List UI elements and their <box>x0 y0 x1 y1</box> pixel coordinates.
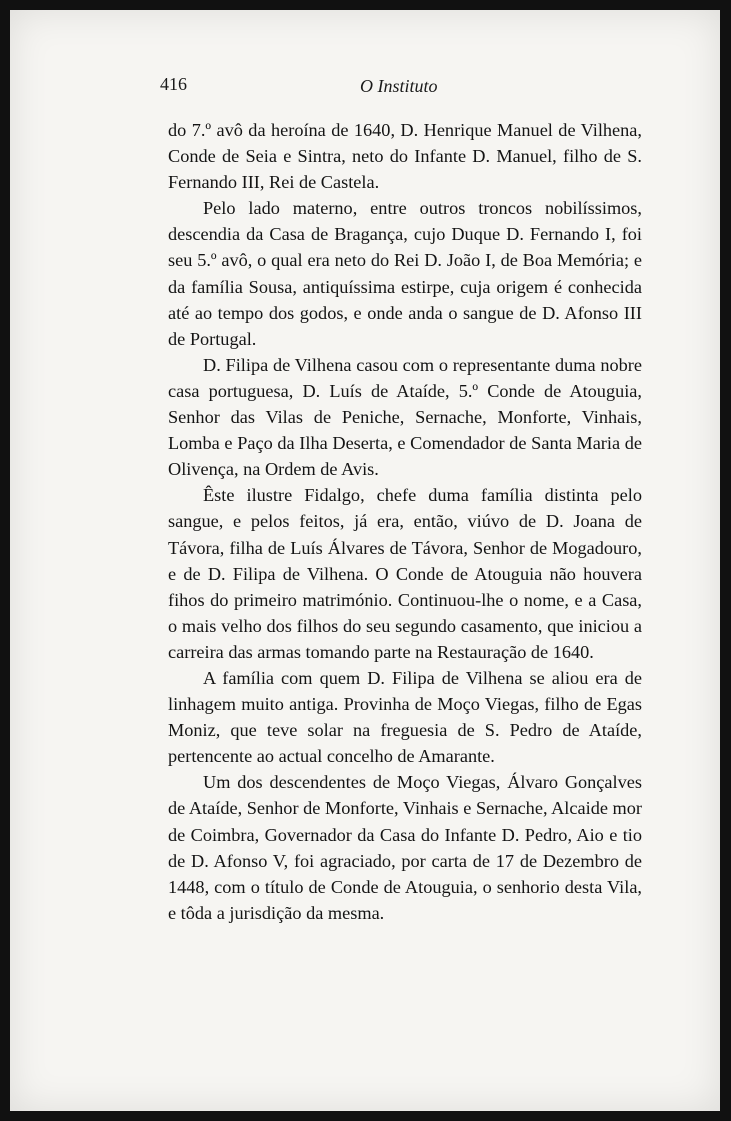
page-number: 416 <box>160 74 187 94</box>
running-head <box>160 74 642 104</box>
paragraph: Êste ilustre Fidalgo, chefe duma família distinta pelo sangue, e pelos feitos, já era, então, viúvo de D. Joana de Távora, filha de Luís Álvares de Távora, Senhor de Mogadouro, e de D. Filipa de Vilhena. O Conde de Atouguia não houvera fihos do primeiro matrimónio. Continuou-lhe o nome, e a Casa, o mais velho dos filhos do seu segundo casamento, que iniciou a carreira das armas tomando parte na Restauração de 1640. <box>168 485 642 662</box>
paragraph: D. Filipa de Vilhena casou com o representante duma nobre casa portuguesa, D. Luís de Ataíde, 5.º Conde de Atouguia, Senhor das Vilas de Peniche, Sernache, Monforte, Vinhais, Lomba e Paço da Ilha Deserta, e Comendador de Santa Maria de Olivença, na Ordem de Avis. <box>168 354 642 480</box>
paragraph: Pelo lado materno, entre outros troncos nobilíssimos, descendia da Casa de Bragança, cujo Duque D. Fernando I, foi seu 5.º avô, o qual era neto do Rei D. João I, de Boa Memória; e da família Sousa, antiquíssima estirpe, cuja origem é conhecida até ao tempo dos godos, e onde anda o sangue de D. Afonso III de Portugal. <box>168 198 642 349</box>
running-title: O Instituto <box>360 76 438 96</box>
paragraph: Um dos descendentes de Moço Viegas, Álvaro Gonçalves de Ataíde, Senhor de Monforte, Vinhais e Sernache, Alcaide mor de Coimbra, Governador da Casa do Infante D. Pedro, Aio e tio de D. Afonso V, foi agraciado, por carta de 17 de Dezembro de 1448, com o título de Conde de Atouguia, o senhorio desta Vila, e tôda a jurisdição da mesma. <box>168 772 642 923</box>
paragraph: A família com quem D. Filipa de Vilhena se aliou era de linhagem muito antiga. Provinha de Moço Viegas, filho de Egas Moniz, que teve solar na freguesia de S. Pedro de Ataíde, pertencente ao actual concelho de Amarante. <box>168 667 642 767</box>
body-text <box>168 117 642 926</box>
paragraph: do 7.º avô da heroína de 1640, D. Henrique Manuel de Vilhena, Conde de Seia e Sintra, neto do Infante D. Manuel, filho de S. Fernando III, Rei de Castela. <box>168 120 642 193</box>
